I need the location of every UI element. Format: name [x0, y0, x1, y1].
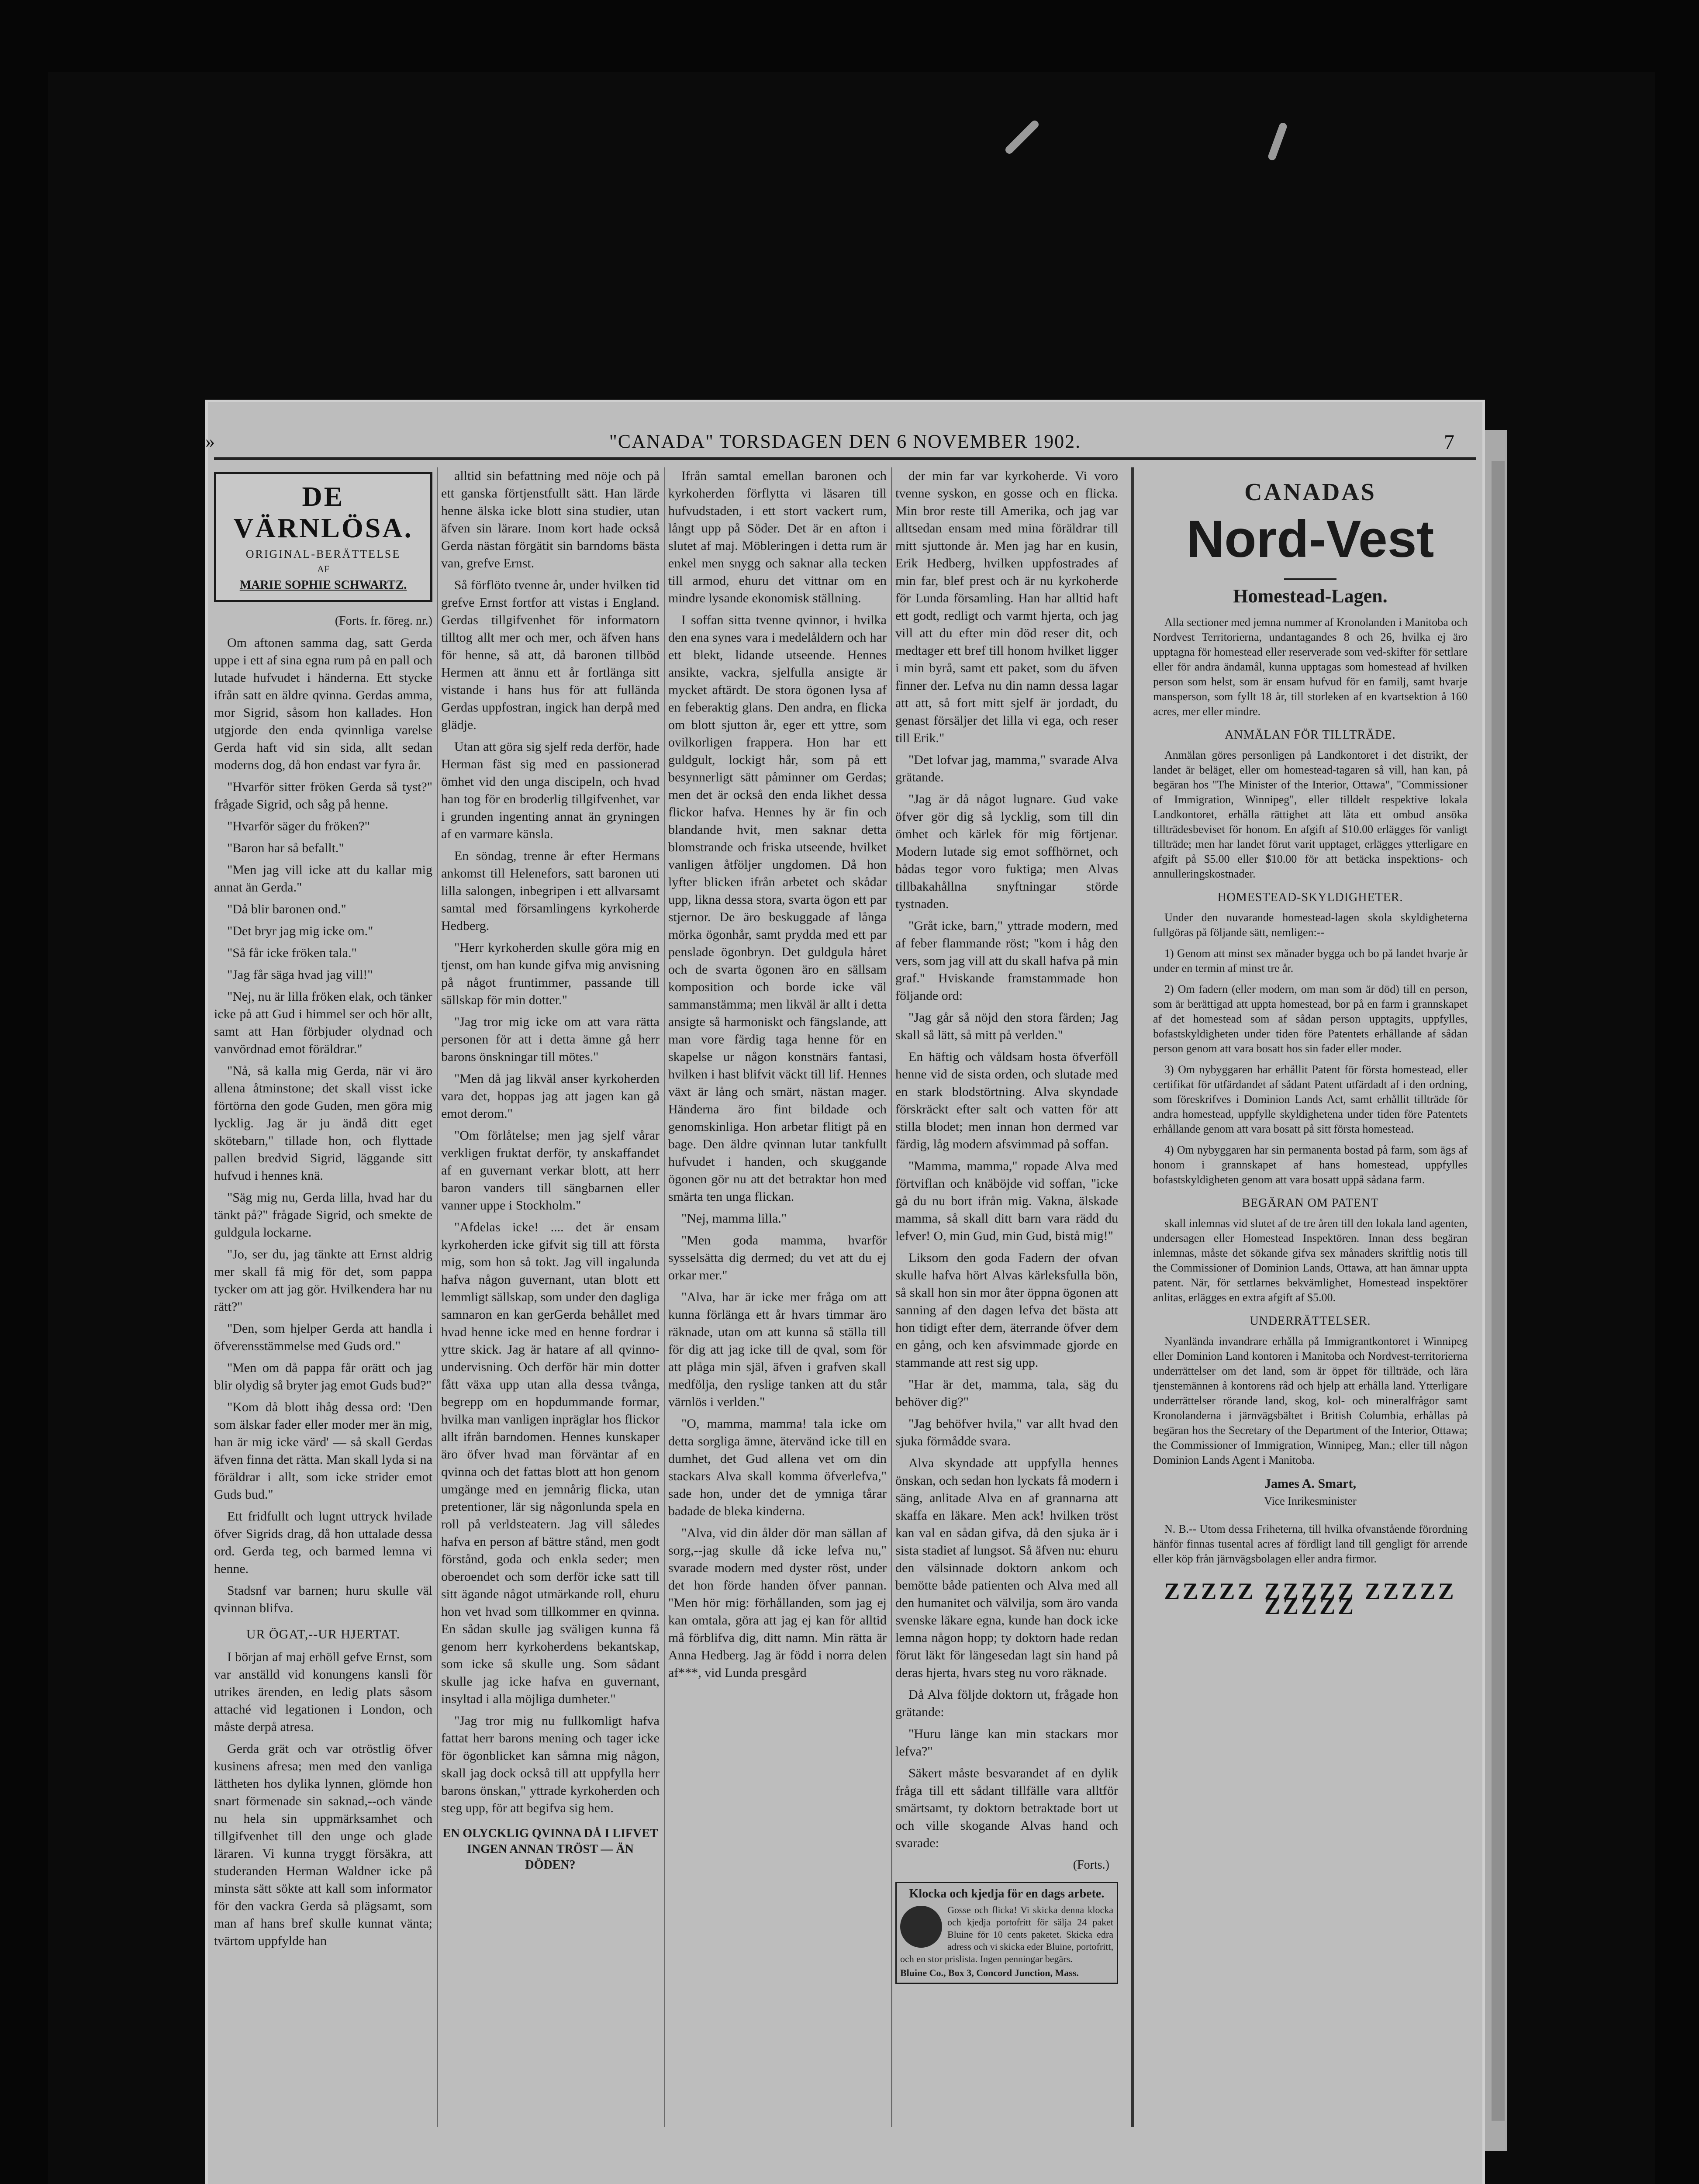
story-paragraph: Då Alva följde doktorn ut, frågade hon grätande: [895, 1687, 1118, 1719]
column-4 [895, 467, 1118, 2149]
land-ad-title-2: Nord-Vest [1186, 510, 1434, 568]
paper-edge [1492, 461, 1505, 2121]
story-paragraph: "Men då jag likväl anser kyrkoherden vara det, hoppas jag att jagen kan gå emot derom." [441, 1071, 660, 1121]
story-paragraph: "Kom då blott ihåg dessa ord: 'Den som älskar fader eller moder mer än mig, han är mig icke värd' — så skall Gerdas äfven finna det rätta. Man skall lyda si na föräldrar i allt, som icke strider emot Guds bud." [214, 1400, 432, 1502]
story-paragraph: "Men jag vill icke att du kallar mig annat än Gerda." [214, 863, 432, 895]
story-paragraph: "Jag går så nöjd den stora färden; Jag skall så lätt, så mitt på verlden." [895, 1010, 1118, 1042]
watch-ad-footer: Bluine Co., Box 3, Concord Junction, Mass. [900, 1967, 1079, 1978]
column-rule [437, 467, 438, 2127]
watch-icon [900, 1906, 942, 1948]
story-paragraph: "Det bryr jag mig icke om." [227, 924, 373, 938]
column-rule [664, 467, 665, 2127]
land-ad-head-2: HOMESTEAD-SKYLDIGHETER. [1217, 891, 1403, 904]
story-paragraph: "Huru länge kan min stackars mor lefva?" [895, 1727, 1118, 1759]
story-paragraph: "Hvarför sitter fröken Gerda så tyst?" frågade Sigrid, och såg på henne. [214, 780, 432, 812]
watch-ad-body [900, 1904, 1113, 1979]
column-rule [891, 467, 892, 2127]
land-ad-intro: Alla sectioner med jemna nummer af Kronolanden i Manitoba och Nordvest Territorierna, undantagandes 8 och 26, hvilka ej äro upptagna för homestead eller reserverade som ved-skifter för settlare eller för andra ändamål, kunna upptagas som homestead af hvilken person som helst, som är ensam hufvud för en familj, samt hvarje mansperson, som fyllt 18 år, till storleken af en kvartsektion å 160 acres, mer eller mindre. [1153, 616, 1468, 718]
watch-ad-text: Gosse och flicka! Vi skicka denna klocka och kjedja portofritt för sälja 24 paket Bluine för 10 cents paketet. Skicka edra adress och vi skicka eder Bluine, portofritt, och en stor prislista. Ingen penningar begärs. [900, 1904, 1114, 1964]
story-paragraph: Så förflöto tvenne år, under hvilken tid grefve Ernst fortfor att vistas i England. Gerdas tillgifvenhet för informatorn tilltog allt mer och mer, och äfven hans för henne, så att, då baronen tillböd Hermen att ännu ett år fortlänga sitt vistande i hans hus för att fullända Gerdas uppfostran, ingick han derpå med glädje. [441, 578, 660, 732]
land-ad-signer: James A. Smart, [1264, 1476, 1356, 1491]
land-ad-paragraph: Nyanlända invandrare erhålla på Immigrantkontoret i Winnipeg eller Dominion Land kontoren i Manitoba och Nordvest-territorierna underrättelser om det land, som är öppet för tillträde, och lära tjenstemännen å kontorens råd och hjelp att erhålla land. Ytterligare underrättelser rörande land, skog, kol- och mineralfrågor samt Kronolanderna i järnvägsbältet i British Columbia, erhållas på begäran hos the Secretary of the Department of the Interior, Ottawa; the Commissioner of Immigration, Winnipeg, Man.; eller till någon Dominion Lands Agent i Manitoba. [1153, 1335, 1468, 1466]
running-head: "CANADA" TORSDAGEN DEN 6 NOVEMBER 1902. [609, 431, 1081, 452]
land-ad-head-1: ANMÄLAN FÖR TILLTRÄDE. [1225, 728, 1396, 742]
newspaper-page [205, 400, 1485, 2184]
land-ad-head-3: BEGÄRAN OM PATENT [1242, 1196, 1379, 1210]
story-paragraph: Ett fridfullt och lugnt uttryck hvilade öfver Sigrids drag, då hon uttalade dessa ord. Gerda teg, och barmed lemna vi henne. [214, 1509, 432, 1576]
story-paragraph: "Jag är då något lugnare. Gud vake öfver gör dig så lycklig, som till din ömhet och kärlek för mig förtjenar. Modern lutade sig emot soffhörnet, och bådas tegor voro fuktiga; men Alvas tillbakahållna snyftningar störde tystnaden. [895, 792, 1118, 911]
forts-note: (Forts.) [1073, 1858, 1109, 1872]
story-paragraph: der min far var kyrkoherde. Vi voro tvenne syskon, en gosse och en flicka. Min bror reste till Amerika, och jag var alltsedan ensam med mina föräldrar till mitt sjuttonde år. Men jag har en kusin, Erik Hedberg, hvilken uppfostrades af min far, blef prest och är nu kyrkoherde för Lunda församling. Han har alltid haft ett godt, redligt och varmt hjerta, och jag vill att du efter min död reser dit, och medtager ett bref till honom hvilket ligger i min byrå, samt ett paket, som du äfven finner der. Lefva nu din namn dessa lagar att att, så fort mitt sjelf är jordadt, du genast försäljer det lilla vi ega, och reser till Erik." [895, 469, 1118, 745]
land-ad-paragraph: 3) Om nybyggaren har erhållit Patent för första homestead, eller certifikat för utfärdandet af sådant Patent utfärdadt af i den ordning, som föreskrifves i Dominion Lands Act, samt erhållit tillträde för andra homestead, uppfylle skyldighetena under tiden före Patentets erhållande genom att vara bosatt på sitt första homestead. [1153, 1063, 1468, 1135]
story-paragraph: "Säg mig nu, Gerda lilla, hvad har du tänkt på?" frågade Sigrid, och smekte de guldgula lockarne. [214, 1190, 432, 1240]
section-heading: UR ÖGAT,--UR HJERTAT. [246, 1627, 401, 1641]
land-ad-title-3: Homestead-Lagen. [1233, 585, 1388, 607]
story-paragraph: alltid sin befattning med nöje och på ett ganska förtjenstfullt sätt. Han lärde henne älska icke blott sina studier, utan äfven sin lärare. Inom kort hade också Gerda nästan förgätit sin barndoms bästa van, grefve Ernst. [441, 469, 660, 570]
land-ad-paragraph: Anmälan göres personligen på Landkontoret i det distrikt, der landet är beläget, eller om homestead-tagaren så vill, han kan, på begäran hos "The Minister of the Interior, Ottawa", "Commissioner of Immigration, Winnipeg", eller tilldelt respektive lokala Landkontoret, erhålla rättighet att låta ett ombud ansöka tillträdesbeviset för honom. En afgift af $10.00 erlägges för vanligt tillträde; men har landet förut varit upptaget, erlägges ytterligare en afgift på $5.00 eller $10.00 för att betäcka inspektions- och annulleringskostnader. [1153, 749, 1468, 880]
film-scratch [1267, 122, 1288, 162]
story-paragraph: En häftig och våldsam hosta öfverföll henne vid de sista orden, och slutade med en stark blodstörtning. Alva skyndade förskräckt efter salt och vatten för att stilla blodet; men innan hon dermed var färdig, låg modern afsvimmad på soffan. [895, 1050, 1118, 1151]
story-paragraph: En söndag, trenne år efter Hermans ankomst till Helenefors, satt baronen uti lilla salongen, inbegripen i ett allvarsamt samtal med församlingens kyrkoherde Hedberg. [441, 849, 660, 933]
land-ad-nb: N. B.-- Utom dessa Friheterna, till hvilka ofvanstående förordning hänför finnas tusental acres af fördligt land till gengligt för arrende eller köp från järnvägsbolagen eller andra firmor. [1153, 1523, 1468, 1565]
film-scratch [1004, 119, 1040, 155]
story-paragraph: "Nå, så kalla mig Gerda, när vi äro allena åtminstone; det skall visst icke förtörna den gode Guden, men göra mig lycklig. Jag är ju ändå ditt eget skötebarn," tillade hon, och flyttade pallen bredvid Sigrid, läggande sitt hufvud i hennes knä. [214, 1064, 432, 1183]
story-paragraph: I början af maj erhöll gefve Ernst, som var anställd vid konungens kansli för utrikes ärenden, en ledig plats såsom attaché vid legationen i London, och måste derpå atresa. [214, 1650, 432, 1734]
story-paragraph: "Jag behöfver hvila," var allt hvad den sjuka förmådde svara. [895, 1417, 1118, 1448]
story-paragraph: "Jo, ser du, jag tänkte att Ernst aldrig mer skall få mig för det, som pappa tycker om att jag gör. Hvilkendera har nu rätt?" [214, 1247, 432, 1314]
story-title-box [214, 472, 432, 602]
story-paragraph: "Gråt icke, barn," yttrade modern, med af feber flammande röst; "kom i håg den vers, som jag vill att du skall hafva på min graf." Hviskande framstammade hon följande ord: [895, 919, 1118, 1003]
story-paragraph: "Jag tror mig nu fullkomligt hafva fattat herr barons mening och tager icke för ögonblicket kan såmna mig någon, skall jag dock också till att uppfylla herr barons önskan," yttrade kyrkoherden och steg upp, för att begifva sig hem. [441, 1714, 660, 1815]
watch-ad-headline: Klocka och kjedja för en dags arbete. [909, 1887, 1105, 1901]
land-ad-paragraph: 2) Om fadern (eller modern, om man som är död) till en person, som är berättigad att uppta homestead, bor på en farm i grannskapet af det homestead som af sådan person upptagits, uppfylles, bofastskyldigheten under tiden före Patentets erhållande af sådan person genom att vara bosatt hos sin fader eller moder. [1153, 983, 1468, 1055]
column-1-body-2 [214, 1648, 432, 1950]
story-paragraph: "O, mamma, mamma! tala icke om detta sorgliga ämne, ätervänd icke till en dumhet, det Gud allena vet om din stackars Alva skall komma öfverlefva," sade hon, under det de ymniga tårar badade de bleka kinderna. [668, 1417, 887, 1518]
story-paragraph: Stadsnf var barnen; huru skulle väl qvinnan blifva. [214, 1583, 432, 1615]
story-paragraph: "Afdelas icke! .... det är ensam kyrkoherden icke gifvit sig till att första mig, som hon så tokt. Jag vill ingalunda hafva någon guvernant, utan blott ett lemmligt sällskap, som under den dagliga samnaron en kan gerGerda behållet med hvad henne icke med en henne fordrar i yttre skick. Jag är hatare af all qvinno-undervisning. Och derför här min dotter fått växa upp utan alla dessa tvånga, begrepp om en hopdummande formar, hvilka man vanligen inpräglar hos flickor allt ifrån barndomen. Hennes kunskaper äro öfver hvad man förväntar af en qvinna och det fattas blott att hon genom umgänge med en jemnårig flicka, utan pretentioner, lär sig någonlunda spela en roll på verldsteatern. Jag vill således hafva en person af bättre stånd, men godt förstånd, goda och enkla seder; men oberoendet och som derför icke satt till sitt ägande något utmärkande roll, ehuru hon vet hvad som tillkommer en qvinna. En sådan skulle jag sväligen kunna få genom herr kyrkoherdens bekantskap, som icke så skulle ung. Som sådant skulle jag icke hafva en guvernant, insyltad i alla möjliga dumheter." [441, 1220, 660, 1706]
story-paragraph: I soffan sitta tvenne qvinnor, i hvilka den ena synes vara i medelåldern och har ett blekt, lidande utseende. Hennes ansikte, vackra, sjelfulla ansigte är mycket aftärdt. De stora ögonen lysa af en feberaktig glans. Den andra, en flicka om blott sjutton år, eger ett yttre, som ovilkorligen frappera. Hon har ett guldgult, lockigt hår, som på ett besynnerligt sätt påminner om Gerdas; men det är också den enda likhet dessa flickor hafva. Hennes hy är fin och blandande hvit, men saknar detta blomstrande och friska utseende, hvilket vanligen åtföljer ungdomen. Då hon lyfter blicken ifrån arbetet och skådar upp, likna dessa stora, svarta ögon ett par stjernor. De äro beskuggade af långa mörka ögonhår, samt prydda med ett par penslade ögonbryn. Det guldgula håret och de svarta ögonen äro en sällsam komposition och borde icke väl sammanstämma; men likväl är allt i detta ansigte så harmoniskt och fängslande, att man vore färdig taga henne för en skapelse ur någon konstnärs fantasi, hvilken i hast blifvit väckt till lif. Hennes växt är lång och smärt, nästan mager. Händerna äro fint bildade och genomskinliga. Hon arbetar flitigt på en bage. Den äldre qvinnan lutar tankfullt hufvudet i handen, och skuggande ögonen gör nu att det betraktar hon med smärta ten unga flickan. [668, 613, 887, 1204]
land-ad-signer-title: Vice Inrikesminister [1264, 1495, 1357, 1507]
column-rule [1131, 467, 1134, 2127]
story-paragraph: Gerda grät och var otröstlig öfver kusinens afresa; men med den vanliga lättheten hos dylika lynnen, glömde hon snart förmenade sin saknad,--och vände nu hela sin uppmärksamhet och tillgifvenhet till den unge och glade läraren. Vi kunna tryggt försäkra, att studeranden Herman Waldner icke på minsta sätt sökte att kall som informator för den vackra Gerda så plägsamt, som man af hans bref skulle kunnat vänta; tvärtom uppfylde han [214, 1742, 432, 1948]
section-heading: EN OLYCKLIG QVINNA DÅ I LIFVET INGEN ANNAN TRÖST — ÄN DÖDEN? [442, 1827, 658, 1872]
story-paragraph: "Det lofvar jag, mamma," svarade Alva grätande. [895, 753, 1118, 784]
land-ad-paragraph: skall inlemnas vid slutet af de tre åren till den lokala land agenten, undersagen eller Homestead Inspektören. Innan dess begäran inlemnas, måste det sökande gifva sex månaders skriftlig notis till the Commissioner of Dominion Lands, Ottawa, att han ämnar uppta patent. När, för settlarnes bekvämlighet, Homestead inspektörer anlitas, erlägges en extra afgift af $5.00. [1153, 1217, 1468, 1304]
story-paragraph: Ifrån samtal emellan baronen och kyrkoherden förflytta vi läsaren till hufvudstaden, i ett stort vackert rum, långt upp på Söder. Det är en afton i slutet af maj. Möbleringen i detta rum är enkel men snygg och saknar alla tecken till armod, ehuru det vittnar om en mindre lysande ekonomisk ställning. [668, 469, 887, 605]
column-2-body [441, 467, 660, 1817]
story-author: MARIE SOPHIE SCHWARTZ. [239, 578, 407, 592]
land-ad-title-1: CANADAS [1244, 479, 1376, 506]
column-4-body [895, 467, 1118, 1852]
story-paragraph: "Men om då pappa får orätt och jag blir olydig så bryter jag emot Guds bud?" [214, 1361, 432, 1393]
column-2 [441, 467, 660, 2149]
column-1 [214, 467, 432, 2149]
story-paragraph: "Jag tror mig icke om att vara rätta personen för att i detta ämne gå herr barons önskningar till mötes." [441, 1015, 660, 1064]
short-rule [1284, 578, 1336, 580]
story-paragraph: Liksom den goda Fadern der ofvan skulle hafva hört Alvas kärleksfulla bön, så skall hon sin mor åter öppna ögonen att sanning af den dagen lefva det bästa att hon tidigt efter dem, äterrande öfver dem en gång, och ken afsvimmade gjorde en stammande att rest sig upp. [895, 1251, 1118, 1370]
story-paragraph: "Den, som hjelper Gerda att handla i öfverensstämmelse med Guds ord." [214, 1321, 432, 1353]
land-ad-paragraph: Under den nuvarande homestead-lagen skola skyldigheterna fullgöras på följande sätt, nemligen:-- [1153, 911, 1468, 939]
column-3-body [668, 467, 887, 1682]
story-paragraph: "Nej, nu är lilla fröken elak, och tänker icke på att Gud i himmel ser och hör allt, samt att Han förbjuder olydnad och vanvördnad emot föräldrar." [214, 989, 432, 1056]
story-paragraph: Säkert måste besvarandet af en dylik fråga till ett sådant tillfälle vara alltför smärtsamt, ty doktorn betraktade bort ut och ville skogande Alvas hand och svarade: [895, 1766, 1118, 1850]
story-subtitle: ORIGINAL-BERÄTTELSE [245, 548, 401, 560]
story-paragraph: "Herr kyrkoherden skulle göra mig en tjenst, om han kunde gifva mig anvisning på något fruntimmer, passande till sällskap för min dotter." [441, 940, 660, 1007]
story-paragraph: "Men goda mamma, hvarför sysselsätta dig dermed; du vet att du ej orkar mer." [668, 1233, 887, 1282]
story-paragraph: "Om förlåtelse; men jag sjelf vårar verkligen fruktat derför, ty anskaffandet af en guvernant verkar blott, att herr baron vanders till sängbarnen eller vanner uppe i Stockholm." [441, 1128, 660, 1213]
story-paragraph: "Hvarför säger du fröken?" [227, 819, 370, 833]
ornament-row: ZZZZZ ZZZZZ ZZZZZ ZZZZZ [1164, 1578, 1457, 1619]
story-title: DE VÄRNLÖSA. [233, 481, 413, 543]
story-paragraph: "Nej, mamma lilla." [681, 1211, 787, 1226]
edge-mark: » [205, 431, 215, 452]
watch-ad [895, 1882, 1118, 1984]
story-paragraph: "Baron har så befallt." [227, 841, 344, 855]
land-ad-paragraph: 1) Genom att minst sex månader bygga och bo på landet hvarje år under en termin af minst tre år. [1153, 947, 1468, 975]
story-paragraph: Om aftonen samma dag, satt Gerda uppe i ett af sina egna rum på en pall och lutade hufvudet i händerna. Ett stycke ifrån satt en äldre qvinna. Gerdas amma, mor Sigrid, såsom hon kallades. Hon utgjorde den enda qvinnliga varelse Gerda haft vid sin sida, allt sedan moderns dog, då hon endast var fyra år. [214, 636, 432, 772]
story-paragraph: "Så får icke fröken tala." [227, 946, 357, 960]
story-paragraph: "Mamma, mamma," ropade Alva med förtviflan och knäböjde vid soffan, "icke gå du nu bort ifrån mig. Vakna, älskade mamma, så skall ditt barn vara rädd du lefver! O, min Gud, min Gud, bistå mig!" [895, 1159, 1118, 1243]
story-paragraph: Alva skyndade att uppfylla hennes önskan, och sedan hon lyckats få modern i säng, anlitade Alva en af grannarna att skaffa en läkare. Men ack! hvilken tröst kan val en sådan gifva, då den sjuka är i sista stadiet af lungsot. Så äfven nu: ehuru den välsinnade doktorn ankom och bemötte både patienten och Alva med all den humanitet och välvilja, som äro vanda svenske läkare egna, kunde han dock icke lemna någon hopp; ty doktorn hade redan förut läkt för längesedan lagt sin hand på deras hjerta, hvars steg nu voro räknade. [895, 1456, 1118, 1680]
story-of: AF [317, 563, 330, 574]
story-paragraph: "Jag får säga hvad jag vill!" [227, 968, 373, 982]
story-paragraph: "Alva, har är icke mer fråga om att kunna förlänga ett år hvars timmar äro räknade, utan om att kunna så ställa till för dig att jag icke till de qval, som för att plåga min själ, äfven i grafven skall medfölja, den ryslige tanken att du står värnlös i verlden." [668, 1290, 887, 1409]
page-number: 7 [1444, 431, 1454, 454]
column-1-body [214, 634, 432, 1617]
land-ad-paragraph: 4) Om nybyggaren har sin permanenta bostad på farm, som ägs af honom i grannskapet af hans homestead, uppfylles bofastskyldigheten genom att vara bosatt uppå sådana farm. [1153, 1144, 1468, 1186]
story-paragraph: "Då blir baronen ond." [227, 902, 346, 916]
continuation-note: (Forts. fr. föreg. nr.) [335, 614, 432, 628]
story-paragraph: "Alva, vid din ålder dör man sällan af sorg,--jag skulle då icke lefva nu," svarade modern med dyster röst, under det hon förde handen öfver pannan. "Men hör mig: förhållanden, som jag ej kan omtala, göra att jag ej kan för alltid må förblifva dig, ditt namn. Min rätta är Anna Hedberg. Jag är född i norra delen af***, vid Lunda presgård [668, 1526, 887, 1680]
story-paragraph: "Har är det, mamma, tala, säg du behöver dig?" [895, 1377, 1118, 1409]
story-paragraph: Utan att göra sig sjelf reda derför, hade Herman fäst sig med en passionerad ömhet vid den unga discipeln, och hvad han tog för en broderlig tillgifvenhet, var i grunden ingenting annat än gryningen af en varmare känsla. [441, 740, 660, 841]
land-ad-head-4: UNDERRÄTTELSER. [1250, 1314, 1371, 1328]
column-3 [668, 467, 887, 2149]
land-ad-column [1153, 467, 1468, 2149]
header-rule [214, 457, 1476, 460]
